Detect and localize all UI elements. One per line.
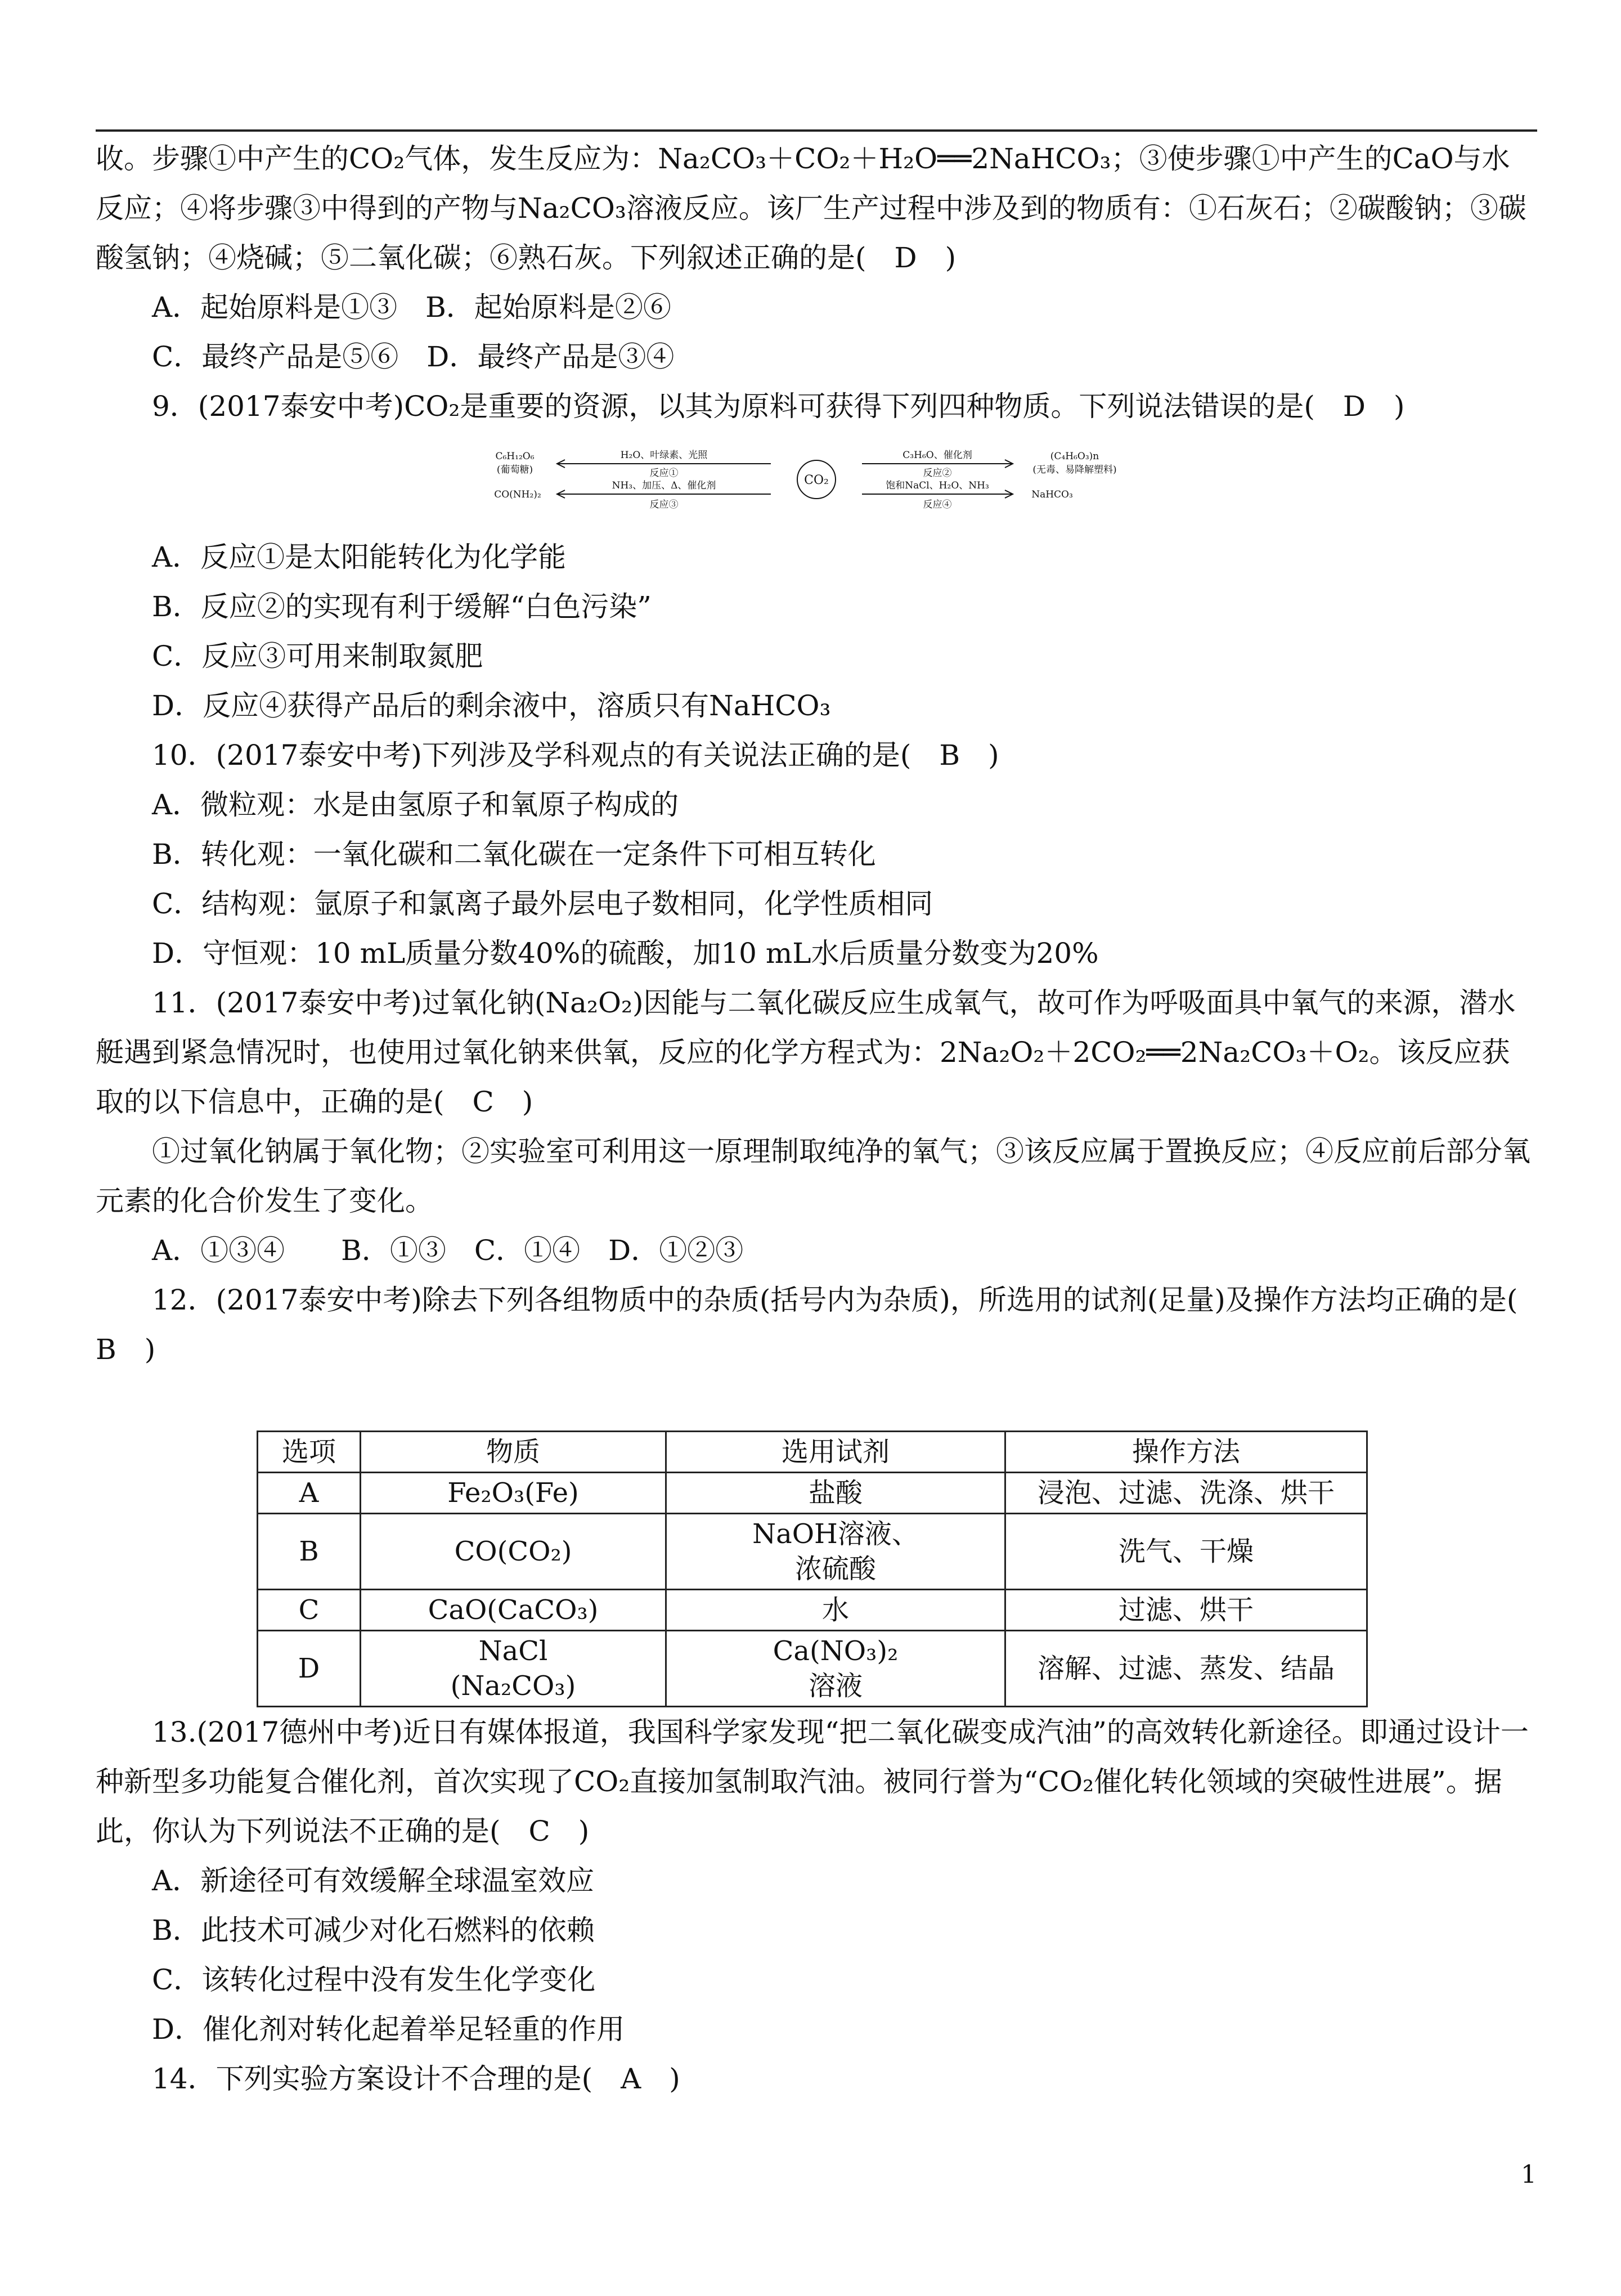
- table-cell: Ca(NO₃)₂ 溶液: [666, 1631, 1005, 1707]
- diagram-br-product: NaHCO₃: [1031, 489, 1073, 500]
- table-cell: NaCl (Na₂CO₃): [361, 1631, 666, 1707]
- q10-option-d: D．守恒观：10 mL质量分数40%的硫酸，加10 mL水后质量分数变为20%: [152, 937, 1099, 970]
- q10-stem: 10．(2017泰安中考)下列涉及学科观点的有关说法正确的是( B ): [152, 739, 999, 772]
- table-cell: 水: [666, 1590, 1005, 1631]
- table-header: 选项: [258, 1432, 361, 1473]
- q9-option-a: A．反应①是太阳能转化为化学能: [152, 541, 567, 573]
- table-cell: C: [258, 1590, 361, 1631]
- diagram-bl-product: CO(NH₂)₂: [494, 489, 541, 500]
- q11-info: ①过氧化钠属于氧化物；②实验室可利用这一原理制取纯净的氧气；③该反应属于置换反应；④反应前后部分氧元素的化合价发生了变化。: [96, 1135, 1530, 1217]
- table-cell: D: [258, 1631, 361, 1707]
- diagram-tr-reaction: 反应②: [923, 468, 952, 479]
- q8-option-ab: A．起始原料是①③ B．起始原料是②⑥: [152, 291, 671, 324]
- q10-option-a: A．微粒观：水是由氢原子和氧原子构成的: [152, 788, 679, 821]
- table-row: [258, 1631, 1367, 1707]
- q11-options: A．①③④ B．①③ C．①④ D．①②③: [152, 1234, 744, 1267]
- table-cell: B: [258, 1514, 361, 1590]
- q10-option-b: B．转化观：一氧化碳和二氧化碳在一定条件下可相互转化: [152, 838, 876, 871]
- diagram-bl-reaction: 反应③: [649, 499, 679, 510]
- table-cell: 过滤、烘干: [1005, 1590, 1367, 1631]
- co2-reaction-diagram: [96, 433, 1537, 529]
- table-header-row: [258, 1432, 1367, 1473]
- page-number: 1: [1521, 2160, 1537, 2189]
- diagram-tr-name: (无毒、易降解塑料): [1032, 464, 1117, 476]
- table-row: [258, 1590, 1367, 1631]
- header-rule: [96, 129, 1537, 132]
- table-cell: 溶解、过滤、蒸发、结晶: [1005, 1631, 1367, 1707]
- table-row: [258, 1473, 1367, 1514]
- q9-option-c: C．反应③可用来制取氮肥: [152, 640, 483, 672]
- q14-stem: 14．下列实验方案设计不合理的是( A ): [152, 2062, 680, 2095]
- document-body: [96, 134, 1546, 2104]
- q8-continuation: 收。步骤①中产生的CO₂气体，发生反应为：Na₂CO₃＋CO₂＋H₂O══2NaHCO₃；③使步骤①中产生的CaO与水反应；④将步骤③中得到的产物与Na₂CO₃溶液反应。该厂生产过程中涉及到的物质有：①石灰石；②碳酸钠；③碳酸氢钠；④烧碱；⑤二氧化碳；⑥熟石灰。下列叙述正确的是( D ): [96, 142, 1526, 274]
- q9-option-d: D．反应④获得产品后的剩余液中，溶质只有NaHCO₃: [152, 689, 831, 722]
- diagram-br-condition: 饱和NaCl、H₂O、NH₃: [886, 480, 989, 491]
- diagram-center: CO₂: [804, 473, 829, 487]
- q10-option-c: C．结构观：氩原子和氯离子最外层电子数相同，化学性质相同: [152, 887, 933, 920]
- table-cell: 浸泡、过滤、洗涤、烘干: [1005, 1473, 1367, 1514]
- q13-option-a: A．新途径可有效缓解全球温室效应: [152, 1864, 595, 1897]
- q8-option-cd: C．最终产品是⑤⑥ D．最终产品是③④: [152, 340, 675, 373]
- table-header: 物质: [361, 1432, 666, 1473]
- table-cell: Fe₂O₃(Fe): [361, 1473, 666, 1514]
- q11-stem: 11．(2017泰安中考)过氧化钠(Na₂O₂)因能与二氧化碳反应生成氧气，故可作为呼吸面具中氧气的来源，潜水艇遇到紧急情况时，也使用过氧化钠来供氧，反应的化学方程式为：2Na₂O₂＋2CO₂══2Na₂CO₃＋O₂。该反应获取的以下信息中，正确的是( C ): [96, 986, 1516, 1118]
- q9-stem: 9．(2017泰安中考)CO₂是重要的资源，以其为原料可获得下列四种物质。下列说法错误的是( D ): [152, 390, 1405, 423]
- q13-stem: 13.(2017德州中考)近日有媒体报道，我国科学家发现“把二氧化碳变成汽油”的高效转化新途径。即通过设计一种新型多功能复合催化剂，首次实现了CO₂直接加氢制取汽油。被同行誉为“CO₂催化转化领域的突破性进展”。据此，你认为下列说法不正确的是( C ): [96, 1716, 1529, 1847]
- table-cell: A: [258, 1473, 361, 1514]
- diagram-br-reaction: 反应④: [923, 499, 952, 510]
- q13-option-d: D．催化剂对转化起着举足轻重的作用: [152, 2013, 625, 2046]
- q13-option-b: B．此技术可减少对化石燃料的依赖: [152, 1914, 595, 1947]
- table-cell: 洗气、干燥: [1005, 1514, 1367, 1590]
- diagram-bl-condition: NH₃、加压、Δ、催化剂: [612, 480, 716, 491]
- table-header: 操作方法: [1005, 1432, 1367, 1473]
- diagram-tl-condition: H₂O、叶绿素、光照: [620, 450, 708, 461]
- table-header: 选用试剂: [666, 1432, 1005, 1473]
- diagram-arrows: [557, 460, 1013, 499]
- q12-stem: 12．(2017泰安中考)除去下列各组物质中的杂质(括号内为杂质)，所选用的试剂(足量)及操作方法均正确的是( B ): [96, 1284, 1546, 1366]
- diagram-tl-name: (葡萄糖): [496, 464, 533, 476]
- table-cell: NaOH溶液、 浓硫酸: [666, 1514, 1005, 1590]
- table-cell: 盐酸: [666, 1473, 1005, 1514]
- table-cell: CaO(CaCO₃): [361, 1590, 666, 1631]
- table-cell: CO(CO₂): [361, 1514, 666, 1590]
- diagram-tl-product: C₆H₁₂O₆: [495, 451, 535, 462]
- q12-table: [257, 1430, 1368, 1707]
- diagram-tl-reaction: 反应①: [649, 468, 679, 479]
- q13-option-c: C．该转化过程中没有发生化学变化: [152, 1963, 596, 1996]
- diagram-tr-product: (C₄H₆O₃)n: [1050, 451, 1099, 462]
- q9-option-b: B．反应②的实现有利于缓解“白色污染”: [152, 590, 652, 623]
- table-row: [258, 1514, 1367, 1590]
- diagram-tr-condition: C₃H₆O、催化剂: [902, 450, 972, 461]
